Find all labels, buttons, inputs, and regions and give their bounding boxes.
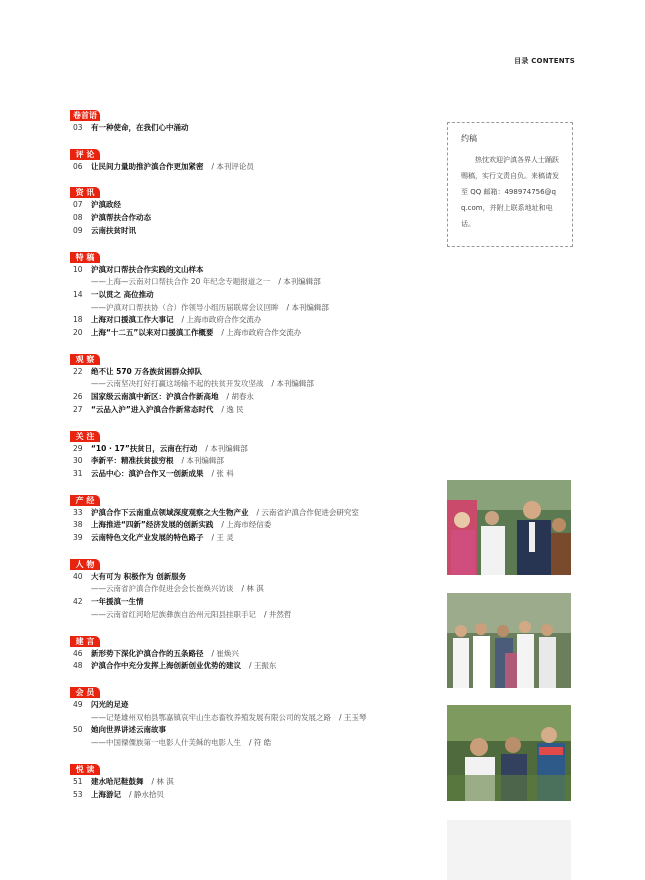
article-author: / 符 皓: [249, 738, 272, 748]
article-title: “云品入沪”进入沪滇合作新常态时代: [91, 404, 214, 414]
photo-officials-visit: [447, 593, 571, 688]
page-number: 03: [73, 123, 83, 132]
article-title: 上海对口援滇工作大事记: [91, 315, 174, 325]
article-title: 她向世界讲述云南故事: [91, 725, 166, 735]
toc-entry[interactable]: [70, 314, 440, 327]
article-author: / 上海市政府合作交流办: [221, 328, 302, 338]
article-author: / 本刊编辑部: [278, 277, 321, 287]
article-author: / 王 灵: [211, 533, 234, 543]
page-number: 53: [73, 789, 83, 799]
page-number: 27: [73, 404, 83, 414]
toc-entry[interactable]: [70, 507, 440, 520]
toc-entry[interactable]: [70, 443, 440, 456]
article-title: 绝不让 570 万各族贫困群众掉队: [91, 366, 202, 376]
article-subtitle: ——云南省红河哈尼族彝族自治州元阳县挂职手记: [91, 609, 256, 619]
article-title: 上海推进“四新”经济发展的创新实践: [91, 520, 214, 530]
toc-entry[interactable]: [70, 199, 440, 212]
toc-entry[interactable]: [70, 225, 440, 238]
article-author: / 张 科: [211, 468, 234, 478]
photo-greeting-villagers: [447, 480, 571, 575]
article-title: 李新平：精准扶贫拔穷根: [91, 456, 174, 466]
article-author: / 本刊编辑部: [181, 456, 224, 466]
section-tag: 建 言: [70, 636, 100, 647]
page-number: 07: [73, 200, 83, 210]
article-title: 闪光的足迹: [91, 699, 129, 709]
section-tag: 卷首语: [70, 110, 100, 121]
article-subtitle: ——记楚雄州双柏县鄂嘉镇哀牢山生态畜牧养殖发展有限公司的发展之路: [91, 712, 331, 722]
section-tag: 评 论: [70, 149, 100, 160]
toc-entry[interactable]: [70, 724, 440, 737]
article-title: 沪滇政经: [91, 200, 121, 210]
article-title: 沪滇合作下云南重点领域深度观察之大生物产业: [91, 507, 249, 517]
section-tag: 人 物: [70, 559, 100, 570]
table-of-contents: [70, 103, 440, 808]
section-tag: 关 注: [70, 431, 100, 442]
section-tag: 资 讯: [70, 187, 100, 198]
page-number: 10: [73, 264, 83, 274]
article-subtitle: ——沪滇对口帮扶协（合）作领导小组历届联席会议回眸: [91, 302, 279, 312]
section-tag: 观 察: [70, 354, 100, 365]
article-subtitle-row: [70, 302, 440, 315]
toc-entry[interactable]: [70, 404, 440, 417]
toc-entry[interactable]: [70, 391, 440, 404]
article-author: / 崔焕兴: [211, 648, 239, 658]
page-number: 39: [73, 533, 83, 543]
toc-entry[interactable]: [70, 327, 440, 340]
article-author: / 林 淇: [241, 584, 264, 594]
section-tag: 产 经: [70, 495, 100, 506]
page-number: 09: [73, 225, 83, 235]
call-for-papers-text: 热忱欢迎沪滇各界人士踊跃赐稿，实行文责自负。来稿请发至 QQ 邮箱：498974756@qq.com，并附上联系地址和电话。: [461, 156, 559, 228]
article-title: 上海“十二五”以来对口援滇工作概要: [91, 328, 214, 338]
article-title: 让民间力量助推沪滇合作更加紧密: [91, 161, 204, 171]
article-author: / 王玉琴: [339, 712, 367, 722]
toc-entry[interactable]: [70, 468, 440, 481]
article-author: / 云南省沪滇合作促进会研究室: [256, 507, 359, 517]
toc-section: [70, 347, 440, 417]
toc-section: [70, 757, 440, 801]
article-title: 国家级云南滇中新区：沪滇合作新高地: [91, 392, 219, 402]
page-number: 22: [73, 366, 83, 376]
toc-entry[interactable]: [70, 660, 440, 673]
article-title: 有一种使命，在我们心中涌动: [91, 123, 189, 132]
toc-section: [70, 180, 440, 237]
article-subtitle-row: [70, 378, 440, 391]
article-author: / 本刊编辑部: [286, 302, 329, 312]
toc-entry[interactable]: [70, 264, 440, 277]
article-subtitle: ——上海—云南对口帮扶合作 20 年纪念专题报道之一: [91, 277, 271, 287]
toc-entry[interactable]: [70, 455, 440, 468]
article-author: / 本刊编辑部: [271, 379, 314, 389]
article-subtitle-row: [70, 609, 440, 622]
toc-entry[interactable]: [70, 596, 440, 609]
article-author: / 本刊编辑部: [205, 443, 248, 453]
page-number: 14: [73, 289, 83, 299]
article-title: 云南特色文化产业发展的特色路子: [91, 533, 204, 543]
toc-entry[interactable]: [70, 699, 440, 712]
article-title: 大有可为 积极作为 创新服务: [91, 571, 187, 581]
toc-section: [70, 103, 440, 135]
photo-village-talk: [447, 705, 571, 801]
article-author: / 上海市政府合作交流办: [181, 315, 262, 325]
article-title: 沪滇合作中充分发挥上海创新创业优势的建议: [91, 661, 241, 671]
photo-faded: [447, 820, 571, 880]
page-number: 40: [73, 571, 83, 581]
article-title: 一以贯之 高位推动: [91, 289, 154, 299]
call-for-papers-box: [447, 122, 573, 247]
toc-entry[interactable]: [70, 532, 440, 545]
article-subtitle: ——云南坚决打好打赢这场输不起的扶贫开发攻坚战: [91, 379, 264, 389]
toc-section: [70, 245, 440, 340]
page-number: 31: [73, 468, 83, 478]
page-number: 50: [73, 725, 83, 735]
article-title: 沪滇帮扶合作动态: [91, 213, 151, 223]
toc-entry[interactable]: [70, 519, 440, 532]
page-number: 20: [73, 328, 83, 338]
page-number: 08: [73, 213, 83, 223]
article-author: / 林 淇: [151, 776, 174, 786]
article-title: 上海游记: [91, 789, 121, 799]
article-title: 一年援滇一生情: [91, 597, 144, 607]
toc-section: [70, 552, 440, 622]
page-number: 29: [73, 443, 83, 453]
article-author: / 本刊评论员: [211, 161, 254, 171]
call-for-papers-title: 约稿: [461, 134, 477, 143]
article-subtitle-row: [70, 276, 440, 289]
page-number: 33: [73, 507, 83, 517]
page-number: 38: [73, 520, 83, 530]
toc-entry[interactable]: [70, 122, 440, 135]
page-number: 30: [73, 456, 83, 466]
page-number: 46: [73, 648, 83, 658]
article-author: / 王振东: [249, 661, 277, 671]
toc-section: [70, 629, 440, 673]
toc-section: [70, 680, 440, 750]
toc-section: [70, 424, 440, 481]
section-tag: 悦 读: [70, 764, 100, 775]
article-author: / 胡春永: [226, 392, 254, 402]
toc-entry[interactable]: [70, 212, 440, 225]
toc-entry[interactable]: [70, 776, 440, 789]
toc-entry[interactable]: [70, 366, 440, 379]
page-number: 42: [73, 597, 83, 607]
page-number: 49: [73, 699, 83, 709]
toc-entry[interactable]: [70, 789, 440, 802]
article-subtitle: ——中国傈僳族第一电影人什芙稣的电影人生: [91, 738, 241, 748]
page-number: 26: [73, 392, 83, 402]
article-subtitle: ——云南省沪滇合作促进会会长崔焕兴访谈: [91, 584, 234, 594]
article-subtitle-row: [70, 737, 440, 750]
contents-header: 目录 CONTENTS: [514, 57, 575, 65]
toc-entry[interactable]: [70, 648, 440, 661]
article-title: 沪滇对口帮扶合作实践的文山样本: [91, 264, 204, 274]
toc-entry[interactable]: [70, 161, 440, 174]
toc-entry[interactable]: [70, 571, 440, 584]
page-number: 06: [73, 161, 83, 171]
page-number: 51: [73, 776, 83, 786]
page-number: 48: [73, 661, 83, 671]
article-author: / 逸 民: [221, 404, 244, 414]
toc-section: [70, 488, 440, 545]
article-title: 云品中心：滇沪合作又一创新成果: [91, 468, 204, 478]
article-author: / 上海市经信委: [221, 520, 272, 530]
article-title: 新形势下深化沪滇合作的五条路径: [91, 648, 204, 658]
toc-section: [70, 142, 440, 174]
section-tag: 特 稿: [70, 252, 100, 263]
article-title: “10 · 17”扶贫日，云南在行动: [91, 443, 198, 453]
article-title: 建水哈尼鞋鼓舞: [91, 776, 144, 786]
article-author: / 静水拾贝: [129, 789, 164, 799]
article-title: 云南扶贫时讯: [91, 225, 136, 235]
section-tag: 会 员: [70, 687, 100, 698]
article-subtitle-row: [70, 712, 440, 725]
page-number: 18: [73, 315, 83, 325]
toc-entry[interactable]: [70, 289, 440, 302]
article-subtitle-row: [70, 583, 440, 596]
article-author: / 井然哲: [264, 609, 292, 619]
